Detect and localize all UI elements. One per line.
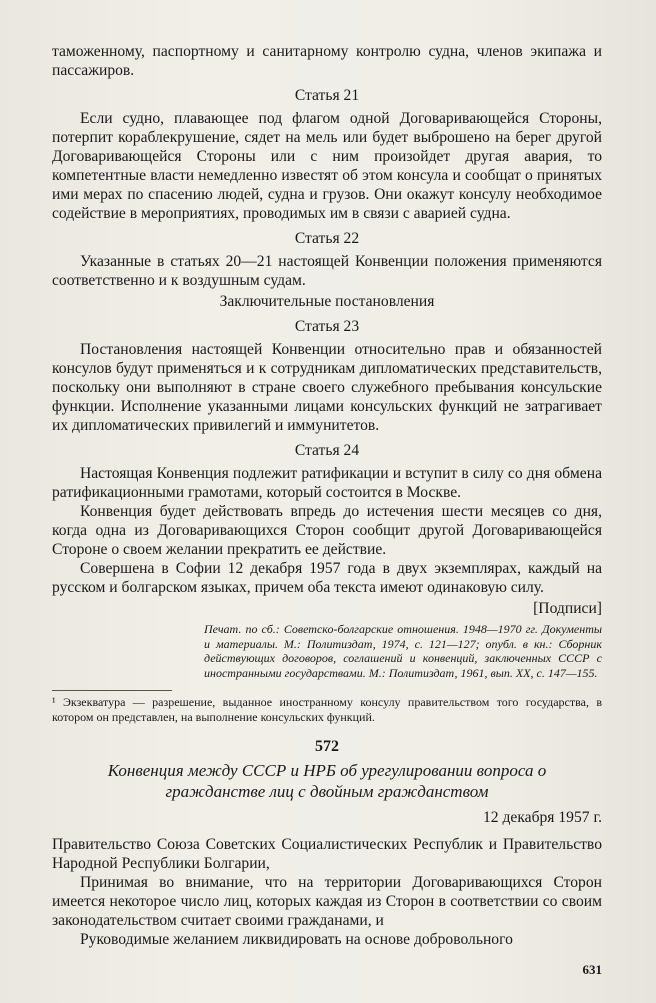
article-21-heading: Статья 21: [294, 87, 360, 104]
continuation-text: таможенному, паспортному и санитарному контролю судна, членов экипажа и пассажиров.: [52, 43, 602, 79]
signatures: [Подписи]: [533, 600, 602, 617]
article-22-text: Указанные в статьях 20—21 настоящей Конвенции положения применяются соответственно и к воздушным судам.: [52, 253, 602, 289]
article-23-text: Постановления настоящей Конвенции относительно прав и обязанностей консулов будут применяться и к сотрудникам дипломатических представительств, поскольку они выполняют в стране своего служебного пребывания консульские функции. Исполнение указанными лицами консульских функций не затрагивает их дипломатических привилегий и иммунитетов.: [52, 341, 602, 434]
article-24-p3: Совершена в Софии 12 декабря 1957 года в двух экземплярах, каждый на русском и болгарском языках, причем оба текста имеют одинаковую силу.: [52, 560, 602, 596]
article-24-p2: Конвенция будет действовать впредь до истечения шести месяцев со дня, когда одна из Договаривающихся Сторон сообщит другой Договаривающейся Стороне о своем желании прекратить ее действие.: [52, 503, 602, 558]
document-number: 572: [315, 738, 339, 755]
page-number: 631: [582, 962, 602, 977]
document-preamble-3: Руководимые желанием ликвидировать на основе добровольного: [80, 931, 513, 948]
final-provisions-heading: Заключительные постановления: [219, 293, 435, 310]
article-24-p1: Настоящая Конвенция подлежит ратификации и вступит в силу со дня обмена ратификационными грамотами, который состоится в Москве.: [52, 465, 602, 501]
article-22-heading: Статья 22: [294, 230, 360, 247]
article-23-heading: Статья 23: [294, 318, 360, 335]
document-date: 12 декабря 1957 г.: [482, 809, 602, 826]
document-preamble-1: Правительство Союза Советских Социалистических Республик и Правительство Народной Республики Болгарии,: [52, 836, 602, 872]
source-citation: Печат. по сб.: Советско-болгарские отношения. 1948—1970 гг. Документы и материалы. М.: Политиздат, 1974, с. 121—127; опубл. в кн.: Сборник действующих договоров, соглашений и конвенций, заключенных СССР с иностранными государствами. М.: Политиздат, 1961, вып. XX, с. 147—155.: [204, 622, 602, 680]
article-21-text: Если судно, плавающее под флагом одной Договаривающейся Стороны, потерпит кораблекрушение, сядет на мель или будет выброшено на берег другой Договаривающейся Стороны или с ним произойдет другая авария, то компетентные власти немедленно известят об этом консула и сообщат о принятых ими мерах по спасению людей, судна и грузов. Они окажут консулу необходимое содействие в мероприятиях, проводимых им в связи с аварией судна.: [52, 110, 602, 222]
footnote: ¹ Экзекватура — разрешение, выданное иностранному консулу правительством того государства, в котором он представлен, на выполнение консульских функций.: [52, 695, 602, 724]
document-preamble-2: Принимая во внимание, что на территории Договаривающихся Сторон имеется некоторое число лиц, которых каждая из Сторон в соответствии со своим законодательством считает своими гражданами, и: [52, 874, 602, 929]
article-24-heading: Статья 24: [294, 442, 360, 459]
document-title: Конвенция между СССР и НРБ об урегулировании вопроса о гражданстве лиц с двойным гражданством: [107, 761, 547, 801]
footnote-divider: [52, 690, 172, 691]
page-text: [52, 42, 602, 949]
